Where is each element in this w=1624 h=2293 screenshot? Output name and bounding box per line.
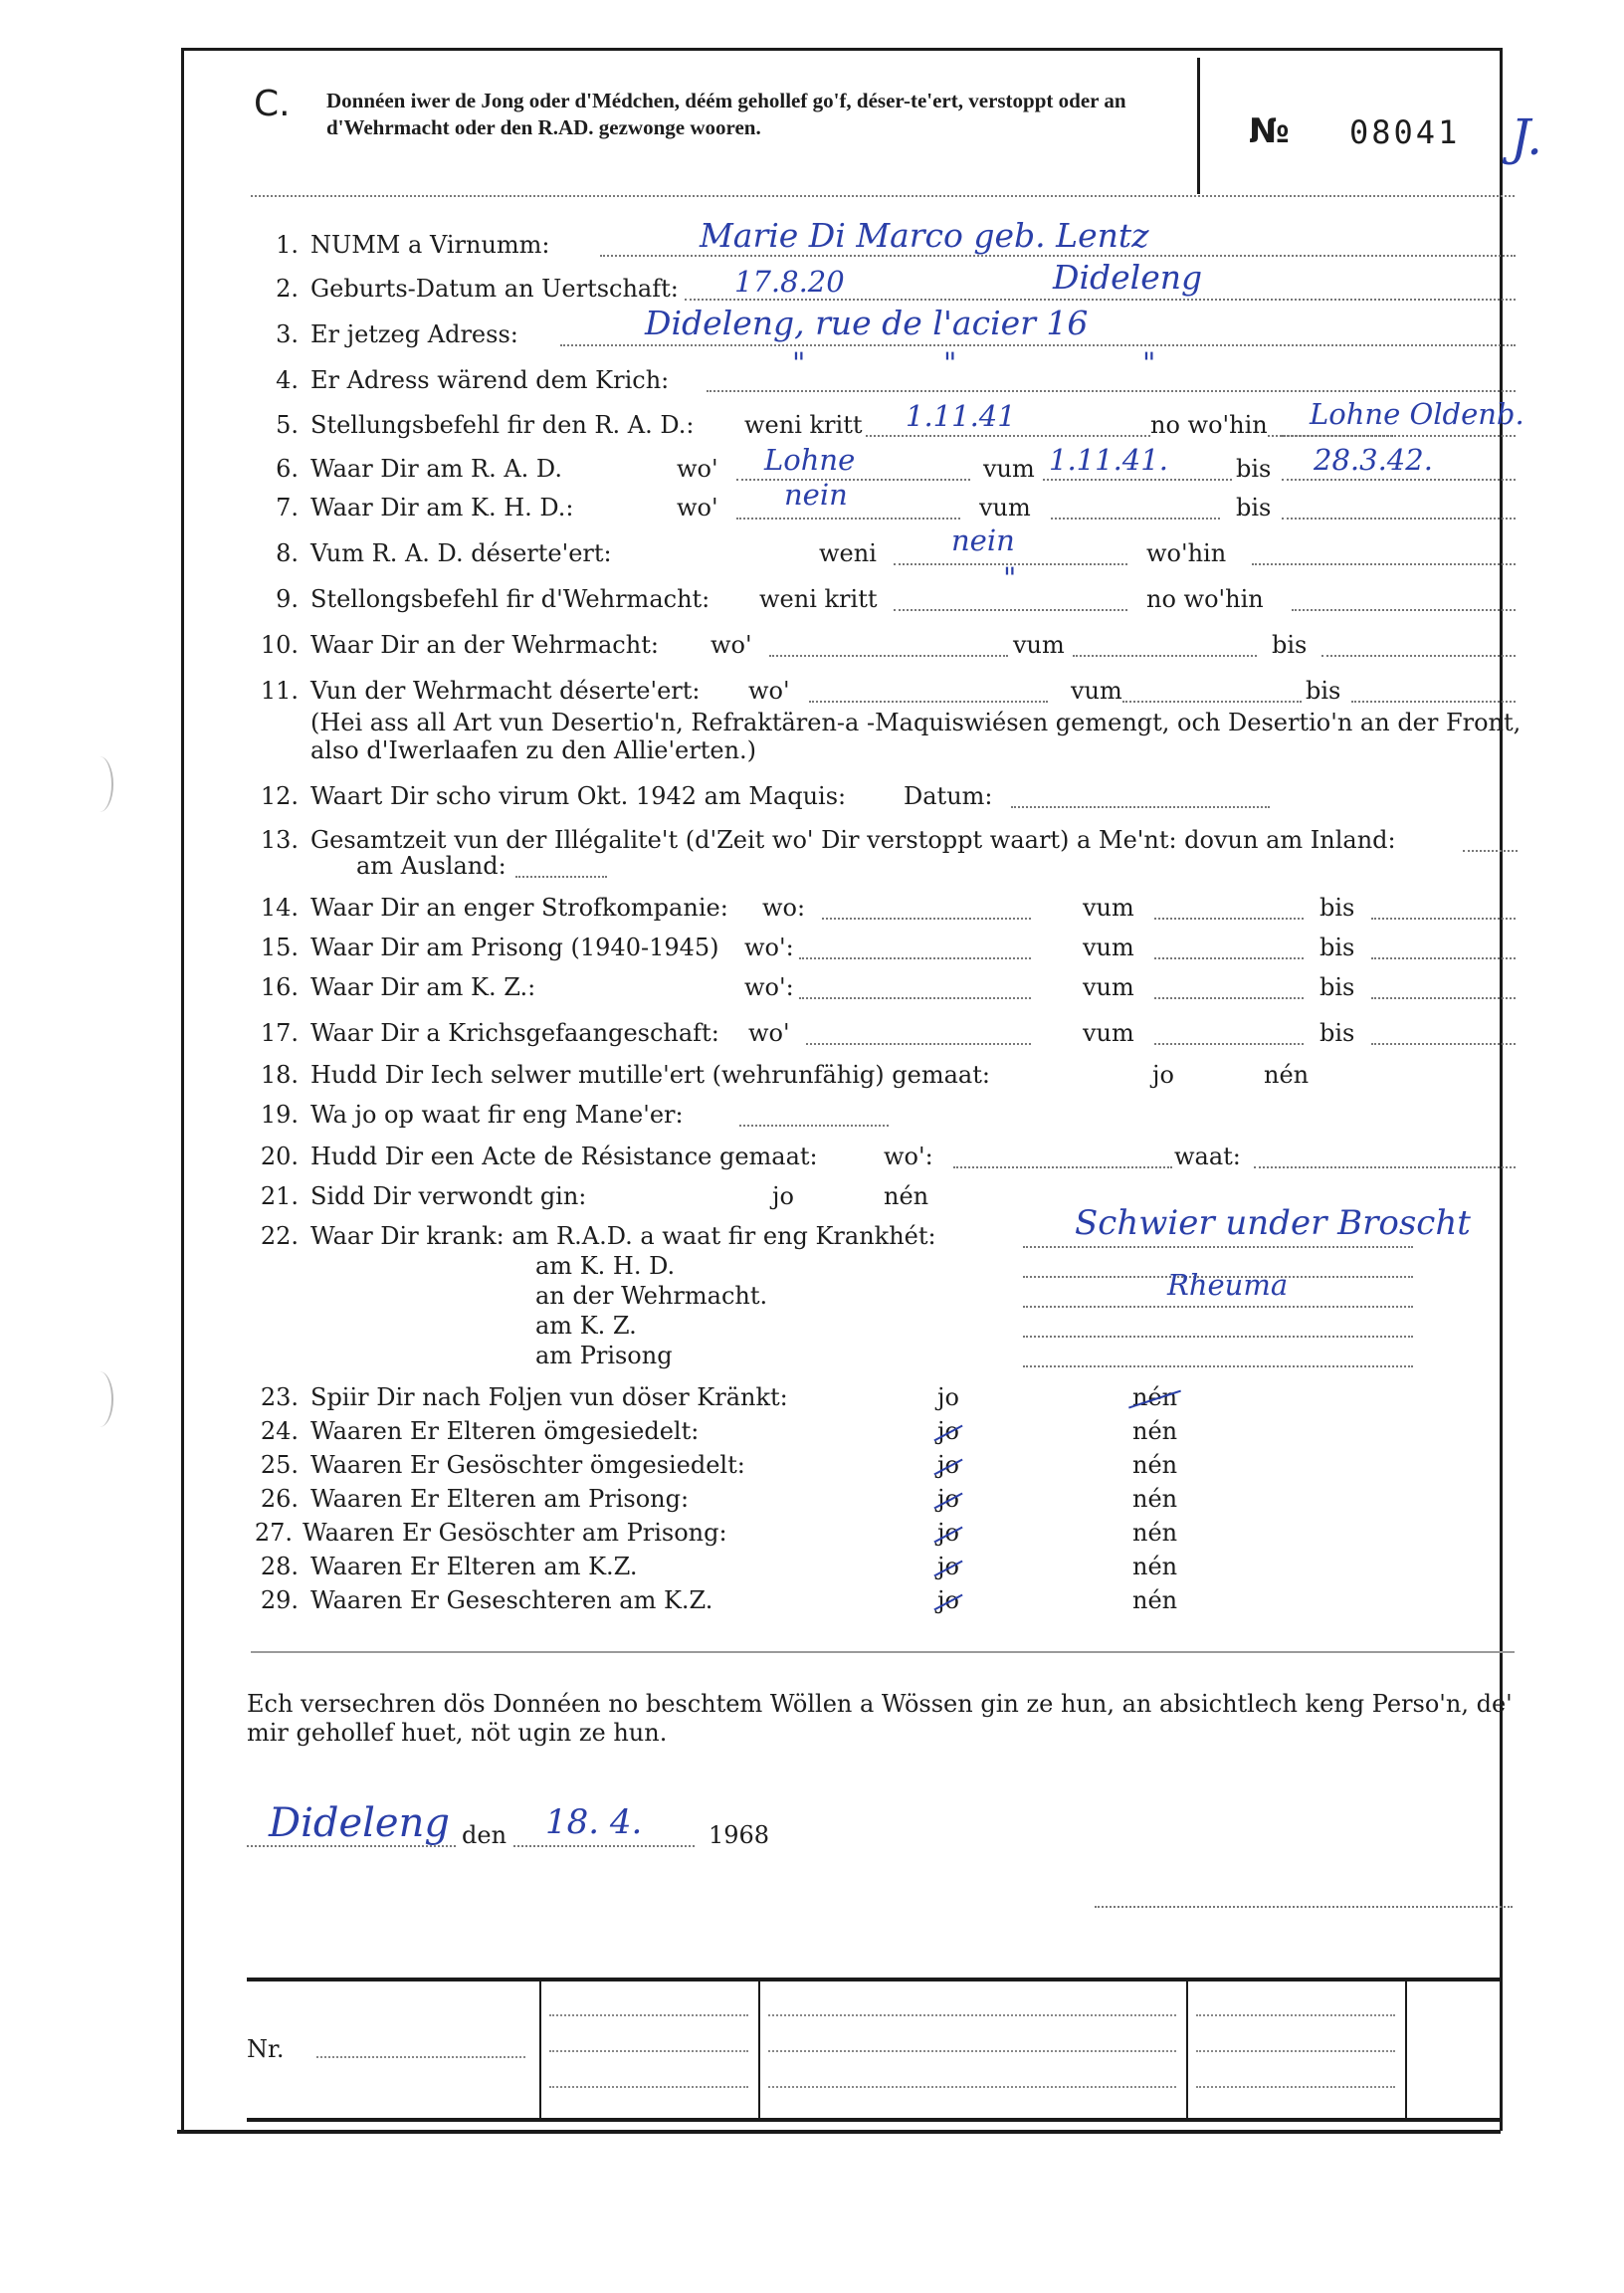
field-number: 22.	[260, 1222, 299, 1250]
field-number: 29.	[260, 1586, 299, 1614]
wo-label: wo':	[744, 973, 794, 1001]
field-row-12	[247, 782, 1521, 816]
field-row-18	[247, 1061, 1521, 1095]
option-nen: nén	[1132, 1586, 1178, 1614]
punch-hole-upper	[86, 756, 113, 812]
section-letter: C.	[254, 84, 291, 124]
field-number: 17.	[260, 1019, 299, 1047]
field-label: Waar Dir am R. A. D.	[310, 455, 562, 483]
option-nen: nén	[1132, 1451, 1178, 1479]
fill-line	[806, 1019, 1031, 1045]
wo-label: wo'	[710, 631, 752, 659]
field-label: Stellongsbefehl fir d'Wehrmacht:	[310, 585, 710, 613]
header-separator	[251, 195, 1515, 197]
yesno-row-23	[247, 1383, 1521, 1417]
bis-label: bis	[1320, 973, 1355, 1001]
field-row-20	[247, 1143, 1521, 1176]
field-row-22-khd	[247, 1252, 1521, 1286]
bis-label: bis	[1320, 894, 1355, 922]
handwritten-name: Marie Di Marco geb. Lentz	[700, 216, 1149, 255]
form-frame-bottom	[177, 2130, 1501, 2134]
option-nen: nén	[1132, 1553, 1178, 1580]
option-jo-struck: jo	[937, 1553, 959, 1580]
handwritten-place: nein	[784, 478, 848, 512]
wo-label: wo':	[884, 1143, 933, 1170]
vum-label: vum	[1083, 1019, 1134, 1047]
field-row-17	[247, 1019, 1521, 1053]
footer-cell-line	[549, 2050, 748, 2052]
handwritten-signature-date: 18. 4.	[545, 1802, 643, 1842]
fill-line	[1292, 585, 1516, 611]
field-number: 21.	[260, 1182, 299, 1210]
field-number: 26.	[260, 1485, 299, 1513]
field-label: Sidd Dir verwondt gin:	[310, 1182, 587, 1210]
vum-label: vum	[1071, 677, 1122, 705]
ditto-mark: "	[943, 346, 957, 380]
field-row-14	[247, 894, 1521, 928]
fill-line	[1282, 494, 1516, 520]
field-number: 28.	[260, 1553, 299, 1580]
handwritten-place: Lohne	[764, 443, 856, 477]
wo-label: wo'	[677, 494, 718, 521]
field-number: 9.	[276, 585, 299, 613]
option-nen: nén	[1132, 1485, 1178, 1513]
vum-label: vum	[1013, 631, 1065, 659]
field-number: 6.	[276, 455, 299, 483]
field-sublabel: am K. H. D.	[535, 1252, 676, 1280]
handwritten-signature-place: Dideleng	[269, 1800, 450, 1846]
field-label: Waaren Er Gesöschter ömgesiedelt:	[310, 1451, 745, 1479]
handwritten-illness-2: Rheuma	[1167, 1268, 1289, 1302]
footer-nr-label: Nr.	[247, 2035, 285, 2063]
den-label: den	[462, 1821, 508, 1849]
field-label: Waaren Er Elteren ömgesiedelt:	[310, 1417, 700, 1445]
option-nen: nén	[1132, 1519, 1178, 1547]
bis-label: bis	[1272, 631, 1308, 659]
field-label: Waaren Er Gesöschter am Prisong:	[303, 1519, 727, 1547]
field-number: 18.	[260, 1061, 299, 1089]
field-number: 27.	[254, 1519, 293, 1547]
fill-line	[822, 894, 1031, 920]
fill-line	[1023, 1312, 1413, 1338]
field-label: Er Adress wärend dem Krich:	[310, 366, 670, 394]
field-number: 3.	[276, 320, 299, 348]
signature-line	[1095, 1906, 1513, 1908]
field-label: Gesamtzeit vun der Illégalite't (d'Zeit wo' Dir verstoppt waart) a Me'nt: dovun am Inland:	[310, 826, 1396, 854]
field-label: Waar Dir a Krichsgefaangeschaft:	[310, 1019, 719, 1047]
signature-year: 1968	[709, 1821, 770, 1849]
bis-label: bis	[1320, 1019, 1355, 1047]
handwritten-to: 28.3.42.	[1314, 443, 1433, 477]
yesno-row-29	[247, 1586, 1521, 1620]
ditto-mark: "	[1003, 561, 1017, 595]
handwritten-date: 1.11.41	[906, 399, 1016, 433]
option-jo-struck: jo	[937, 1417, 959, 1445]
fill-line	[1252, 539, 1516, 565]
option-jo-struck: jo	[937, 1485, 959, 1513]
field-row-8	[247, 523, 1521, 573]
field-label: Waar Dir an enger Strofkompanie:	[310, 894, 728, 922]
bis-label: bis	[1236, 494, 1272, 521]
field-label: NUMM a Virnumm:	[310, 231, 550, 259]
fill-line	[953, 1143, 1172, 1168]
field-row-22-prisong	[247, 1342, 1521, 1375]
option-jo-struck: jo	[937, 1586, 959, 1614]
section-separator	[251, 1651, 1515, 1653]
bis-label: bis	[1320, 934, 1355, 961]
fill-line	[1154, 973, 1304, 999]
footer-bottom-rule	[247, 2118, 1503, 2122]
field-row-5	[247, 397, 1524, 445]
where-label: wo'hin	[1146, 539, 1227, 567]
field-label: Waar Dir an der Wehrmacht:	[310, 631, 659, 659]
field-label: Waaren Er Elteren am Prisong:	[310, 1485, 690, 1513]
field-row-11	[247, 677, 1521, 711]
field-row-1	[247, 216, 1521, 265]
ditto-mark: "	[1142, 346, 1156, 380]
field-row-3	[247, 304, 1521, 354]
field-label: am Ausland:	[356, 852, 507, 880]
wo-label: wo'	[677, 455, 718, 483]
option-jo: jo	[772, 1182, 794, 1210]
declaration-text: Ech versechren dös Donnéen no beschtem Wöllen a Wössen gin ze hun, an absichtlech keng Perso'n, de' mir gehollef huet, nöt ugin ze hun.	[247, 1690, 1513, 1747]
fill-line	[1023, 1342, 1413, 1367]
vum-label: vum	[1083, 894, 1134, 922]
vum-label: vum	[983, 455, 1035, 483]
field-row-4	[247, 346, 1521, 400]
yesno-row-25	[247, 1451, 1521, 1485]
yesno-row-26	[247, 1485, 1521, 1519]
fill-line	[1073, 631, 1257, 657]
fill-line	[1463, 826, 1518, 852]
field-label: Waar Dir am K. H. D.:	[310, 494, 574, 521]
fill-line	[1154, 894, 1304, 920]
field-label: Waar Dir krank: am R.A.D. a waat fir eng Krankhét:	[310, 1222, 936, 1250]
field-row-10	[247, 631, 1521, 665]
bis-label: bis	[1236, 455, 1272, 483]
handwritten-address: Dideleng, rue de l'acier 16	[645, 304, 1089, 342]
option-nen-struck: nén	[1132, 1383, 1178, 1411]
field-label: Waaren Er Geseschteren am K.Z.	[310, 1586, 713, 1614]
field-number: 15.	[260, 934, 299, 961]
when-label: weni kritt	[744, 411, 863, 439]
punch-hole-lower	[86, 1371, 113, 1427]
field-row-15	[247, 934, 1521, 967]
section-title: Donnéen iwer de Jong oder d'Médchen, déém gehollef go'f, déser-te'ert, verstoppt oder an d'Wehrmacht oder den R.AD. gezwonge wooren.	[326, 89, 1126, 139]
where-label: no wo'hin	[1146, 585, 1264, 613]
fill-line	[1371, 894, 1516, 920]
signature-row	[247, 1800, 1521, 1855]
field-number: 5.	[276, 411, 299, 439]
fill-line	[799, 973, 1031, 999]
wo-label: wo'	[748, 677, 790, 705]
handwritten-birth-place: Dideleng	[1053, 258, 1203, 297]
handwritten-illness: Schwier under Broscht	[1075, 1203, 1471, 1243]
field-label: Hudd Dir een Acte de Résistance gemaat:	[310, 1143, 818, 1170]
field-row-13-abroad	[247, 852, 1521, 886]
field-row-7	[247, 478, 1521, 527]
fill-line	[1371, 973, 1516, 999]
handwritten-from: 1.11.41.	[1049, 443, 1168, 477]
handwritten-birth-date: 17.8.20	[734, 265, 845, 299]
field-number: 2.	[276, 275, 299, 303]
footer-top-rule	[247, 1978, 1503, 1981]
fill-line	[1122, 677, 1302, 703]
footer-cell-line	[1196, 2086, 1395, 2088]
footer-column-divider	[758, 1981, 760, 2118]
field-label: Waar Dir am Prisong (1940-1945)	[310, 934, 719, 961]
field-number: 11.	[260, 677, 299, 705]
footer-cell-line	[1196, 2014, 1395, 2016]
option-jo: jo	[1152, 1061, 1174, 1089]
footer-cell-line	[1196, 2050, 1395, 2052]
field-number: 23.	[260, 1383, 299, 1411]
option-jo-struck: jo	[937, 1451, 959, 1479]
fill-line	[1051, 494, 1220, 520]
fill-line	[769, 631, 1008, 657]
field-label: Vun der Wehrmacht déserte'ert:	[310, 677, 701, 705]
field-number: 10.	[260, 631, 299, 659]
footer-cell-line	[768, 2086, 1176, 2088]
field-label: Geburts-Datum an Uertschaft:	[310, 275, 679, 303]
handwritten-value: nein	[951, 523, 1015, 557]
fill-line	[1154, 934, 1304, 959]
field-sublabel: am K. Z.	[535, 1312, 637, 1340]
field-number: 19.	[260, 1101, 299, 1129]
fill-line	[707, 366, 1516, 392]
fill-line	[1371, 934, 1516, 959]
desertion-note: (Hei ass all Art vun Desertio'n, Refraktären-a -Maquiswiésen gemengt, och Desertio'n an der Front, also d'Iwerlaafen zu den Allie'erten.)	[310, 709, 1522, 764]
header-divider	[1197, 58, 1200, 194]
fill-line	[1254, 1143, 1516, 1168]
field-number: 14.	[260, 894, 299, 922]
field-number: 20.	[260, 1143, 299, 1170]
option-nen: nén	[1132, 1417, 1178, 1445]
fill-line	[736, 494, 960, 520]
vum-label: vum	[1083, 973, 1134, 1001]
vum-label: vum	[979, 494, 1031, 521]
wo-label: wo':	[744, 934, 794, 961]
field-number: 16.	[260, 973, 299, 1001]
fill-line	[1154, 1019, 1304, 1045]
fill-line	[1011, 782, 1270, 808]
when-label: weni kritt	[759, 585, 878, 613]
field-label: Er jetzeg Adress:	[310, 320, 518, 348]
footer-cell-line	[768, 2050, 1176, 2052]
option-jo-struck: jo	[937, 1519, 959, 1547]
field-number: 8.	[276, 539, 299, 567]
fill-line	[799, 934, 1031, 959]
vum-label: vum	[1083, 934, 1134, 961]
datum-label: Datum:	[904, 782, 993, 810]
option-nen: nén	[1264, 1061, 1310, 1089]
yesno-row-24	[247, 1417, 1521, 1451]
field-label: Waar Dir am K. Z.:	[310, 973, 536, 1001]
document-number: 08041	[1349, 113, 1461, 151]
field-number: 13.	[260, 826, 299, 854]
weni-label: weni	[819, 539, 877, 567]
field-number: 24.	[260, 1417, 299, 1445]
bis-label: bis	[1306, 677, 1341, 705]
footer-column-divider	[539, 1981, 541, 2118]
footer-cell-line	[549, 2014, 748, 2016]
fill-line	[1321, 631, 1516, 657]
where-label: no wo'hin	[1150, 411, 1268, 439]
wo-label: wo'	[748, 1019, 790, 1047]
field-row-22-kz	[247, 1312, 1521, 1346]
field-number: 4.	[276, 366, 299, 394]
field-row-16	[247, 973, 1521, 1007]
footer-column-divider	[1405, 1981, 1407, 2118]
option-nen: nén	[884, 1182, 929, 1210]
field-sublabel: am Prisong	[535, 1342, 673, 1369]
field-label: Hudd Dir Iech selwer mutille'ert (wehrunfähig) gemaat:	[310, 1061, 990, 1089]
footer-cell-line	[549, 2086, 748, 2088]
field-row-19	[247, 1101, 1521, 1135]
field-label: Waaren Er Elteren am K.Z.	[310, 1553, 638, 1580]
yesno-row-28	[247, 1553, 1521, 1586]
field-label: Stellungsbefehl fir den R. A. D.:	[310, 411, 695, 439]
fill-line	[1371, 1019, 1516, 1045]
fill-line	[809, 677, 1048, 703]
fill-line	[1351, 677, 1516, 703]
field-number: 1.	[276, 231, 299, 259]
field-row-9	[247, 561, 1521, 619]
handwritten-destination: Lohne Oldenb.	[1310, 397, 1524, 431]
fill-line	[739, 1101, 889, 1127]
field-number: 7.	[276, 494, 299, 521]
yesno-row-27	[247, 1519, 1521, 1553]
number-label: №	[1249, 111, 1290, 151]
field-number: 12.	[260, 782, 299, 810]
number-handwritten-mark: J.	[1511, 108, 1543, 166]
footer-nr-line	[316, 2056, 525, 2058]
ditto-mark: "	[792, 346, 806, 380]
field-row-22	[247, 1203, 1521, 1256]
field-number: 25.	[260, 1451, 299, 1479]
field-sublabel: an der Wehrmacht.	[535, 1282, 768, 1310]
field-label: Waart Dir scho virum Okt. 1942 am Maquis:	[310, 782, 847, 810]
field-label: Spiir Dir nach Foljen vun döser Kränkt:	[310, 1383, 788, 1411]
footer-cell-line	[768, 2014, 1176, 2016]
waat-label: waat:	[1174, 1143, 1241, 1170]
wo-label: wo:	[762, 894, 806, 922]
field-row-22-wehrmacht	[247, 1268, 1521, 1316]
field-row-6	[247, 443, 1521, 489]
field-label: Wa jo op waat fir eng Mane'er:	[310, 1101, 684, 1129]
footer-column-divider	[1186, 1981, 1188, 2118]
fill-line	[515, 852, 607, 878]
field-label: Vum R. A. D. déserte'ert:	[310, 539, 612, 567]
option-jo: jo	[937, 1383, 959, 1411]
